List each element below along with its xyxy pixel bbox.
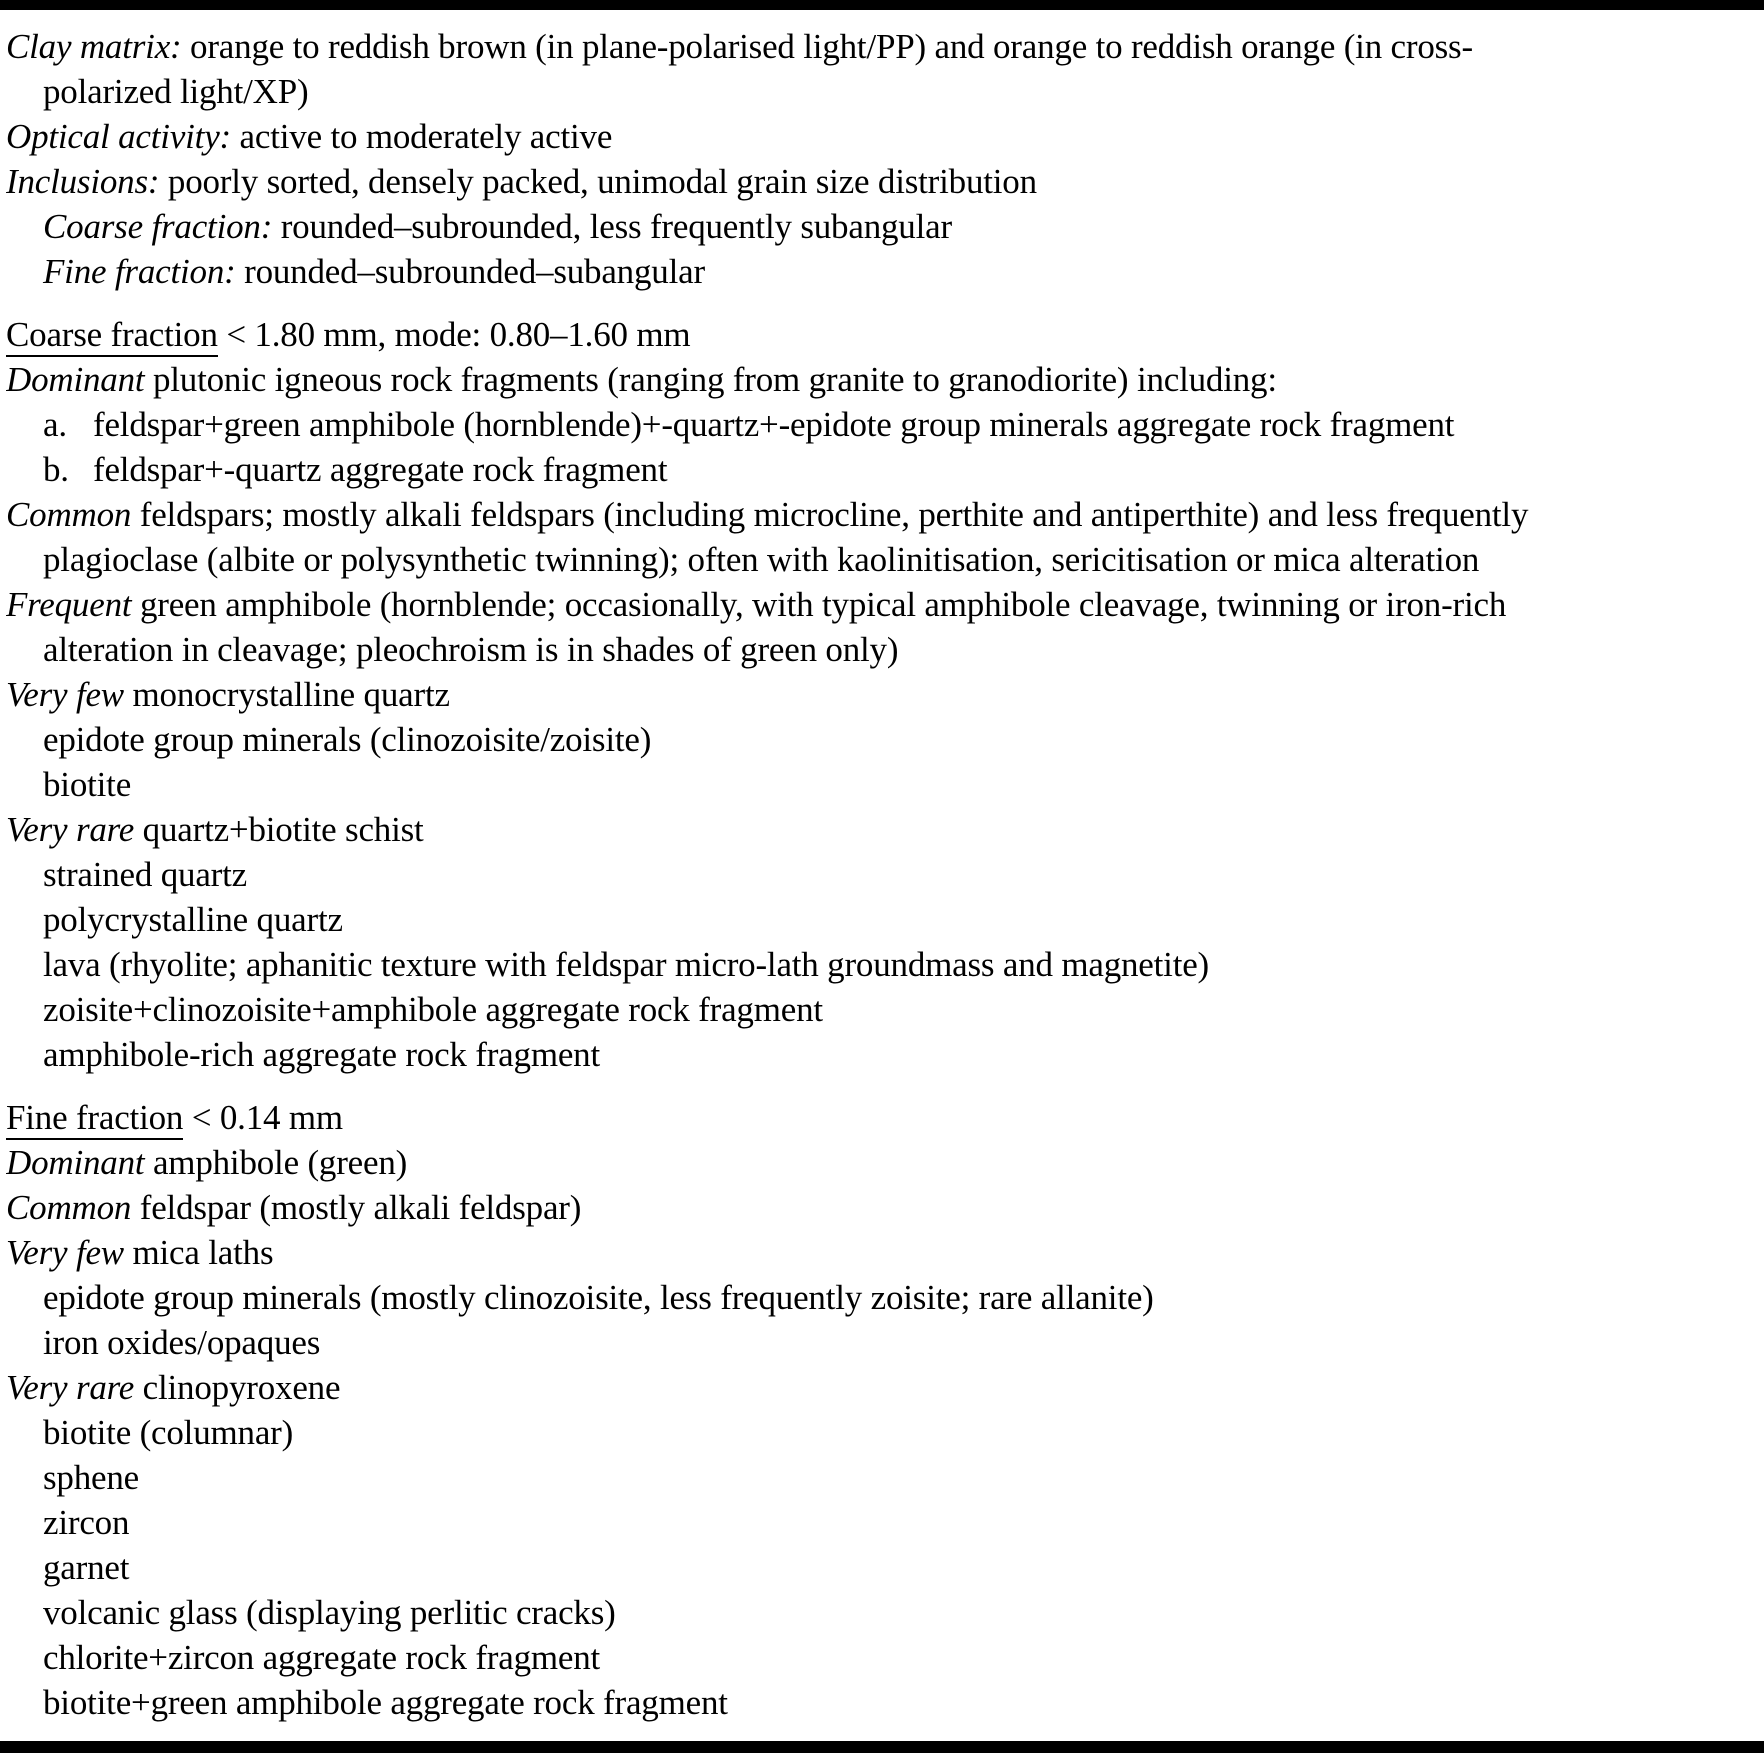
text-line: [6, 717, 1758, 762]
line-text: zoisite+clinozoisite+amphibole aggregate rock fragment: [43, 990, 823, 1029]
line-text: sphene: [43, 1458, 139, 1497]
term-label: Very rare: [6, 1368, 135, 1407]
line-text: plagioclase (albite or polysynthetic twinning); often with kaolinitisation, sericitisation or mica alteration: [43, 540, 1480, 579]
section-coarse-fraction: [6, 312, 1758, 1077]
list-marker: b.: [43, 450, 69, 489]
line-text: orange to reddish brown (in plane-polarised light/PP) and orange to reddish orange (in cross-: [181, 27, 1473, 66]
line-text: feldspar (mostly alkali feldspar): [131, 1188, 582, 1227]
bottom-rule: [0, 1741, 1764, 1753]
line-text: feldspar+-quartz aggregate rock fragment: [93, 450, 668, 489]
section-heading-label: Coarse fraction: [6, 315, 218, 357]
term-label: Common: [6, 1188, 132, 1227]
text-line: [6, 1410, 1758, 1455]
text-line: [6, 357, 1758, 402]
text-line: [6, 249, 1758, 294]
text-line: [6, 807, 1758, 852]
text-line: [6, 762, 1758, 807]
line-text: rounded–subrounded–subangular: [235, 252, 705, 291]
line-text: feldspars; mostly alkali feldspars (including microcline, perthite and antiperthite) and less frequently: [131, 495, 1529, 534]
text-line: [6, 897, 1758, 942]
top-rule: [0, 0, 1764, 10]
text-line: [6, 312, 1758, 357]
line-text: < 1.80 mm, mode: 0.80–1.60 mm: [217, 315, 691, 354]
line-text: mica laths: [123, 1233, 274, 1272]
line-text: monocrystalline quartz: [123, 675, 450, 714]
term-label: Inclusions:: [6, 162, 160, 201]
line-text: clinopyroxene: [134, 1368, 341, 1407]
line-text: biotite+green amphibole aggregate rock fragment: [43, 1683, 728, 1722]
line-text: poorly sorted, densely packed, unimodal grain size distribution: [159, 162, 1037, 201]
section-heading-label: Fine fraction: [6, 1098, 183, 1140]
line-text: chlorite+zircon aggregate rock fragment: [43, 1638, 601, 1677]
term-label: Coarse fraction:: [43, 207, 273, 246]
section-fine-fraction: [6, 1095, 1758, 1725]
line-text: epidote group minerals (mostly clinozoisite, less frequently zoisite; rare allanite): [43, 1278, 1154, 1317]
text-line: [6, 69, 1758, 114]
term-label: Fine fraction:: [43, 252, 236, 291]
text-line: [6, 492, 1758, 537]
text-line: [6, 1140, 1758, 1185]
text-line: [6, 159, 1758, 204]
term-label: Dominant: [6, 1143, 145, 1182]
term-label: Very few: [6, 675, 124, 714]
text-line: [6, 582, 1758, 627]
list-marker: a.: [43, 405, 67, 444]
text-line: [6, 537, 1758, 582]
document-content: [0, 10, 1764, 1725]
text-line: [6, 1275, 1758, 1320]
text-line: [6, 114, 1758, 159]
line-text: polarized light/XP): [43, 72, 309, 111]
text-line: [6, 1032, 1758, 1077]
line-text: green amphibole (hornblende; occasionally, with typical amphibole cleavage, twinning or iron-rich: [131, 585, 1507, 624]
line-text: iron oxides/opaques: [43, 1323, 321, 1362]
text-line: [6, 204, 1758, 249]
line-text: amphibole-rich aggregate rock fragment: [43, 1035, 600, 1074]
line-text: lava (rhyolite; aphanitic texture with feldspar micro-lath groundmass and magnetite): [43, 945, 1210, 984]
text-line: [6, 1185, 1758, 1230]
text-line: [6, 1095, 1758, 1140]
line-text: garnet: [43, 1548, 130, 1587]
line-text: plutonic igneous rock fragments (ranging from granite to granodiorite) including:: [144, 360, 1277, 399]
line-text: volcanic glass (displaying perlitic cracks): [43, 1593, 616, 1632]
text-line: [6, 987, 1758, 1032]
line-text: quartz+biotite schist: [134, 810, 424, 849]
line-text: alteration in cleavage; pleochroism is in shades of green only): [43, 630, 899, 669]
line-text: zircon: [43, 1503, 130, 1542]
text-line: [6, 402, 1758, 447]
line-text: polycrystalline quartz: [43, 900, 343, 939]
text-line: [6, 1545, 1758, 1590]
line-text: active to moderately active: [231, 117, 613, 156]
text-line: [6, 1365, 1758, 1410]
text-line: [6, 1455, 1758, 1500]
text-line: [6, 24, 1758, 69]
text-line: [6, 1230, 1758, 1275]
line-text: biotite (columnar): [43, 1413, 294, 1452]
text-line: [6, 1590, 1758, 1635]
line-text: < 0.14 mm: [183, 1098, 343, 1137]
term-label: Dominant: [6, 360, 145, 399]
section-clay-matrix: [6, 24, 1758, 294]
term-label: Frequent: [6, 585, 132, 624]
line-text: biotite: [43, 765, 132, 804]
term-label: Clay matrix:: [6, 27, 182, 66]
text-line: [6, 942, 1758, 987]
text-line: [6, 852, 1758, 897]
line-text: epidote group minerals (clinozoisite/zoisite): [43, 720, 652, 759]
term-label: Optical activity:: [6, 117, 231, 156]
text-line: [6, 1680, 1758, 1725]
text-line: [6, 627, 1758, 672]
term-label: Common: [6, 495, 132, 534]
line-text: rounded–subrounded, less frequently subangular: [272, 207, 952, 246]
line-text: strained quartz: [43, 855, 247, 894]
text-line: [6, 1500, 1758, 1545]
text-line: [6, 1635, 1758, 1680]
text-line: [6, 672, 1758, 717]
line-text: feldspar+green amphibole (hornblende)+-quartz+-epidote group minerals aggregate rock fragment: [93, 405, 1455, 444]
term-label: Very rare: [6, 810, 135, 849]
term-label: Very few: [6, 1233, 124, 1272]
text-line: [6, 447, 1758, 492]
line-text: amphibole (green): [144, 1143, 408, 1182]
text-line: [6, 1320, 1758, 1365]
